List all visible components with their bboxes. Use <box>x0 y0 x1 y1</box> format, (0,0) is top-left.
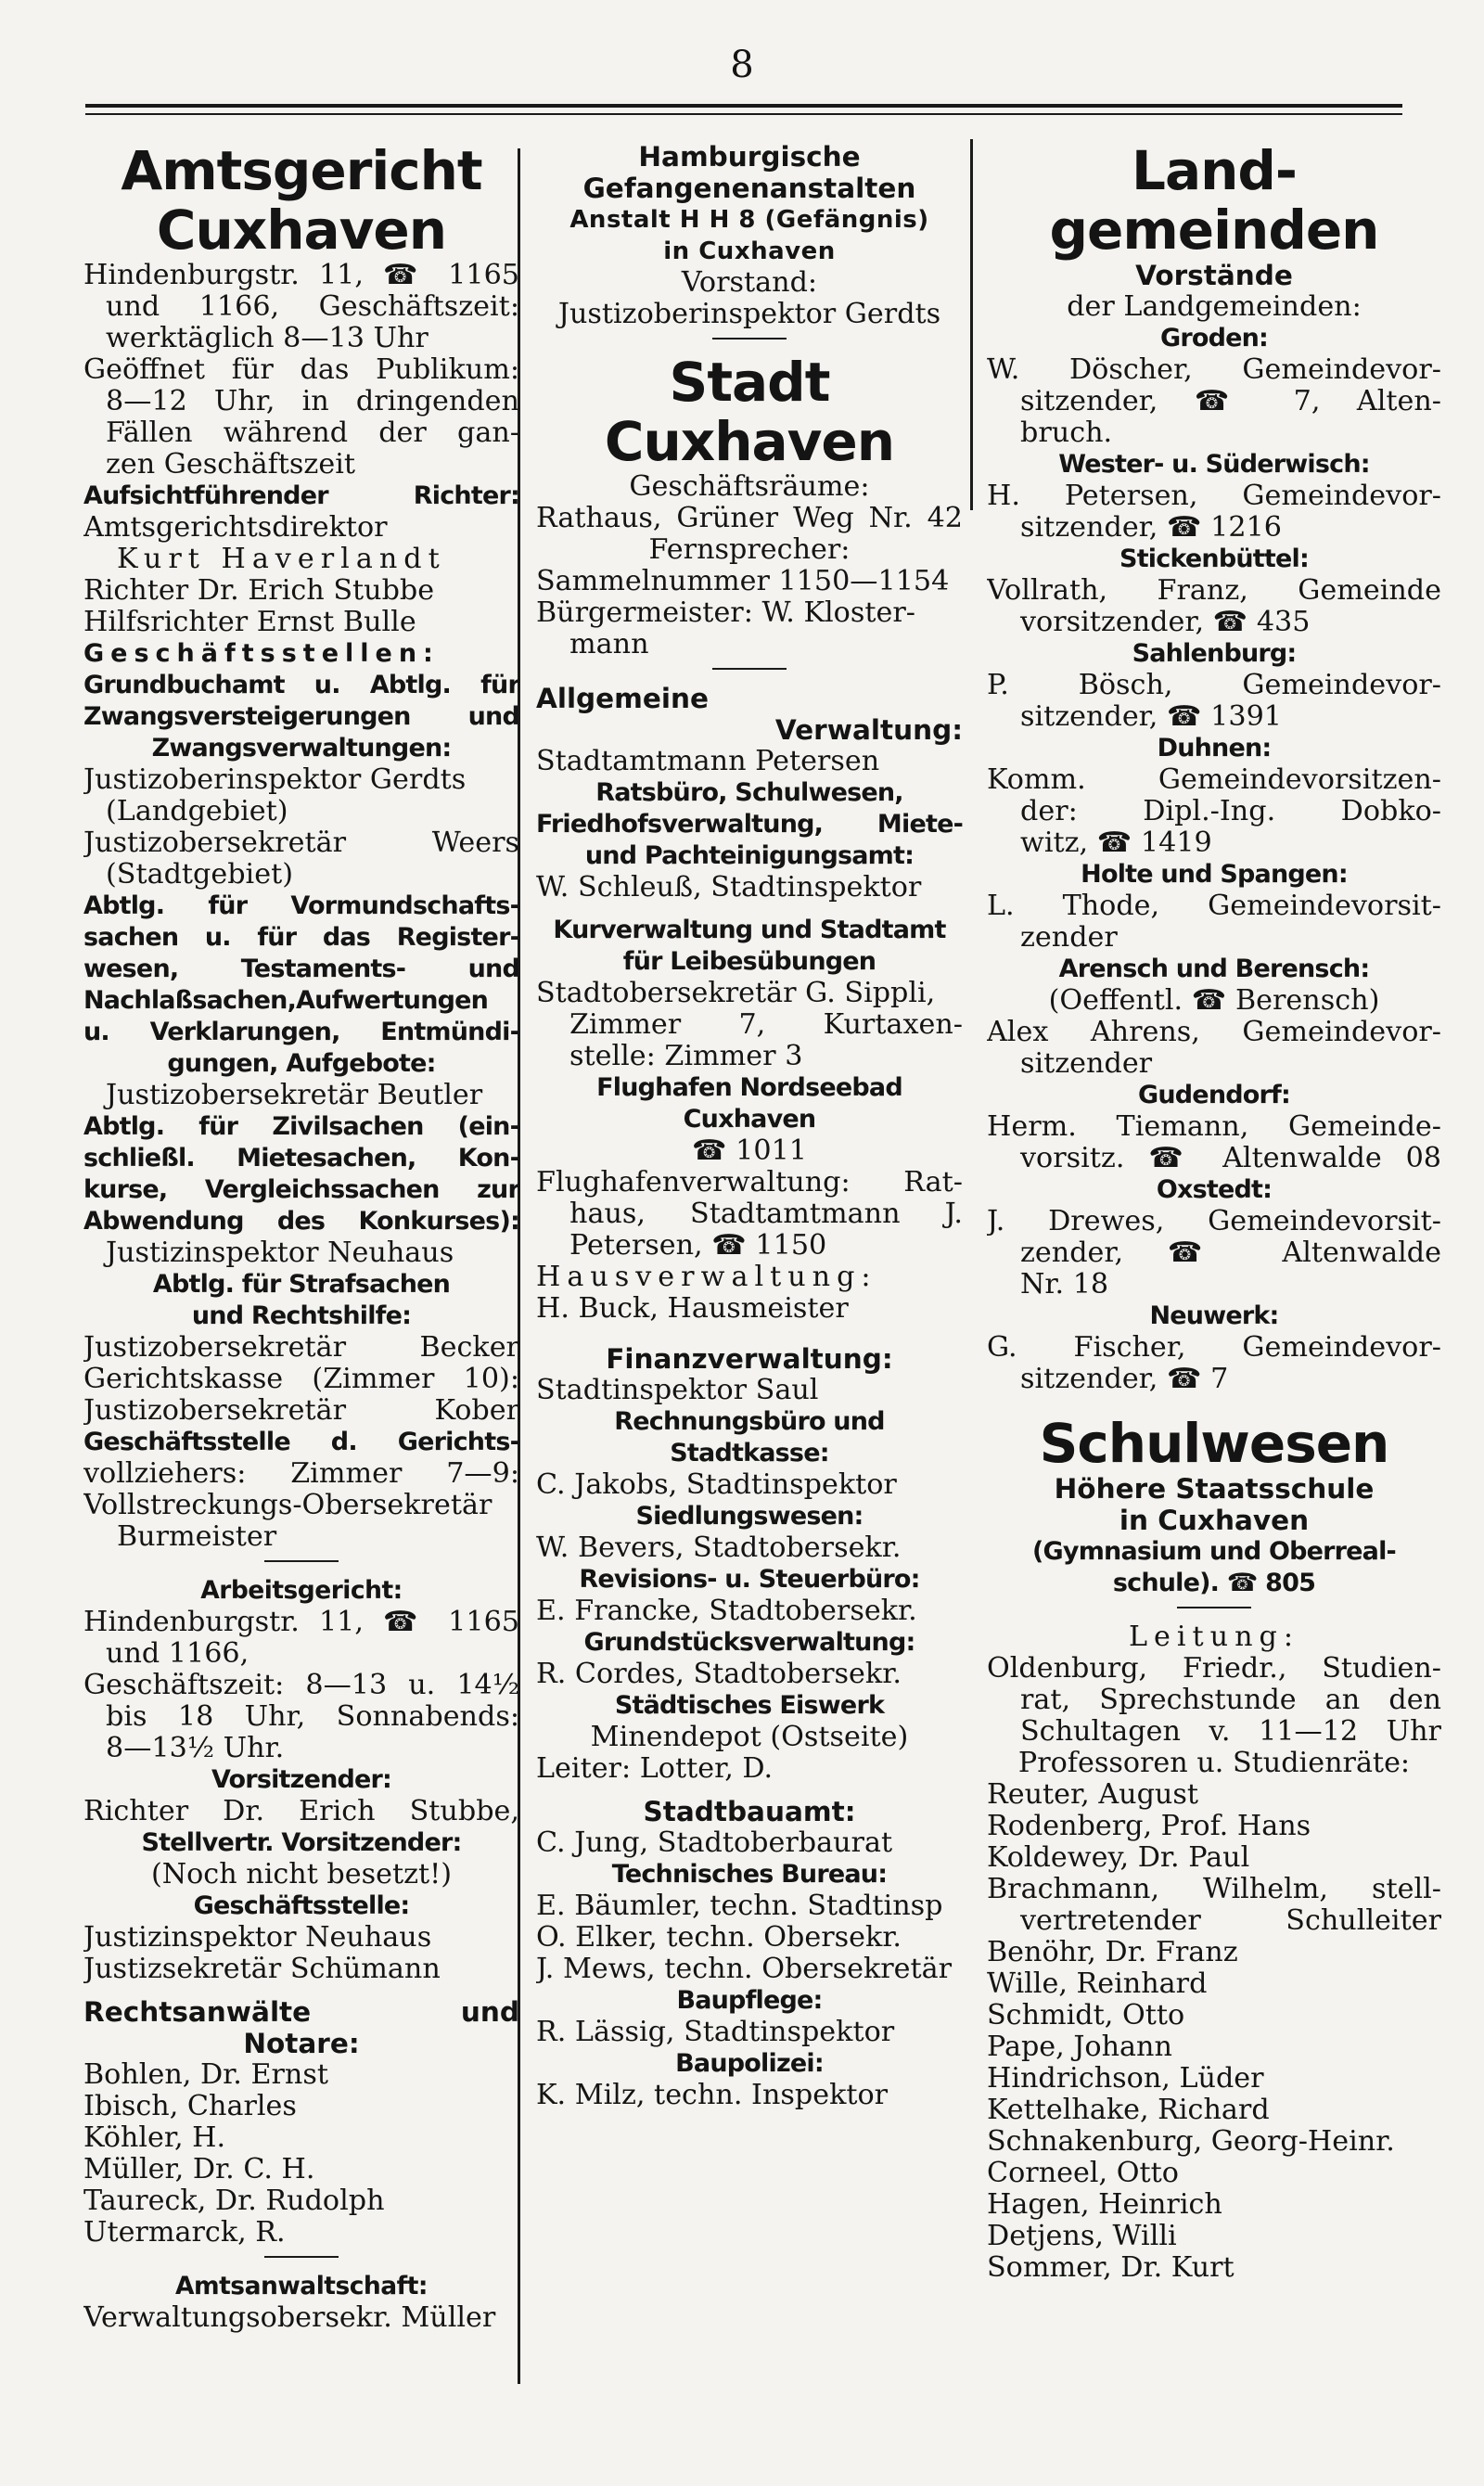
section-title: Amtsgericht <box>121 141 482 202</box>
section-title: gemeinden <box>1049 199 1379 262</box>
text-line: (Noch nicht besetzt!) <box>150 1858 453 1890</box>
text-line: (Landgebiet) <box>106 795 288 827</box>
text-line: Brachmann, Wilhelm, stell- <box>987 1873 1441 1905</box>
subheading-line: Anstalt H H 8 (Gefängnis) <box>569 206 929 234</box>
text-line: vorsitz. ☎ Altenwalde 08 <box>1020 1142 1441 1174</box>
text-line: Vorstand: <box>681 266 818 299</box>
text-line: vorsitzender, ☎ 435 <box>1020 606 1311 638</box>
subheading-line: Groden: <box>1159 324 1269 352</box>
text-line: Geschäftszeit: 8—13 u. 14½ <box>83 1669 519 1701</box>
section-heading: Hamburgische <box>638 141 861 173</box>
text-line: R. Cordes, Stadtobersekr. <box>536 1658 902 1690</box>
subheading-line: Ratsbüro, Schulwesen, <box>595 778 903 807</box>
text-line: Fällen während der gan- <box>106 416 519 449</box>
subheading-line: Baupolizei: <box>675 2049 824 2078</box>
subheading-line: Geschäftsstelle d. Gerichts- <box>83 1428 519 1456</box>
text-line: Koldewey, Dr. Paul <box>987 1841 1250 1874</box>
text-line: Fernsprecher: <box>648 533 851 566</box>
subheading-line: und Rechtshilfe: <box>191 1301 412 1330</box>
text-line: Justizinspektor Neuhaus <box>106 1237 454 1269</box>
subheading-line: Stellvertr. Vorsitzender: <box>141 1828 462 1857</box>
text-line: Justizobersekretär Beutler <box>106 1079 483 1111</box>
text-line: stelle: Zimmer 3 <box>569 1040 803 1072</box>
text-line: Taureck, Dr. Rudolph <box>83 2185 385 2217</box>
spacer <box>536 903 963 915</box>
section-heading: Vorstände <box>1135 260 1293 291</box>
text-line: vollziehers: Zimmer 7—9: <box>83 1457 519 1490</box>
subheading-line: Cuxhaven <box>683 1105 816 1134</box>
text-line: H. Buck, Hausmeister <box>536 1292 849 1325</box>
text-line: E. Francke, Stadtobersekr. <box>536 1595 917 1627</box>
separator-rule <box>712 338 787 340</box>
text-line: und 1166, Geschäftszeit: <box>106 290 519 323</box>
section-title: Schulwesen <box>1039 1412 1389 1475</box>
subheading-line: gungen, Aufgebote: <box>167 1049 436 1078</box>
text-line: L. Thode, Gemeindevorsit- <box>987 890 1441 922</box>
text-line: Hagen, Heinrich <box>987 2188 1222 2221</box>
text-line: Detjens, Willi <box>987 2220 1177 2252</box>
subheading-line: (Gymnasium und Oberreal- <box>1032 1537 1396 1566</box>
text-line: Flughafenverwaltung: Rat- <box>536 1166 963 1198</box>
text-line: Hausverwaltung: <box>536 1261 877 1293</box>
text-line: Justizoberinspektor Gerdts <box>557 298 941 330</box>
text-line: Verwaltungsobersekr. Müller <box>83 2301 496 2334</box>
section-title: Cuxhaven <box>604 410 895 473</box>
column-divider-right <box>970 139 973 510</box>
subheading-line: Abwendung des Konkurses): <box>83 1207 519 1236</box>
text-line: W. Schleuß, Stadtinspektor <box>536 871 922 903</box>
section-heading: in Cuxhaven <box>1119 1505 1310 1536</box>
text-line: bruch. <box>1020 416 1113 449</box>
separator-rule <box>1177 1607 1251 1608</box>
text-line: Schultagen v. 11—12 Uhr <box>1020 1715 1441 1748</box>
text-line: haus, Stadtamtmann J. <box>569 1198 963 1230</box>
text-line: Corneel, Otto <box>987 2157 1179 2189</box>
text-line: Schmidt, Otto <box>987 1999 1185 2031</box>
header-rule-thick <box>85 104 1402 108</box>
subheading-line: Aufsichtführender Richter: <box>83 481 519 510</box>
text-line: Köhler, H. <box>83 2121 226 2154</box>
text-line: W. Döscher, Gemeindevor- <box>987 353 1441 386</box>
text-line: Schnakenburg, Georg-Heinr. <box>987 2125 1395 2158</box>
subheading-line: Nachlaßsachen,Aufwertungen <box>83 986 489 1015</box>
column-landgemeinden <box>987 141 1441 2386</box>
section-title: Stadt <box>669 351 830 414</box>
subheading-line: Sahlenburg: <box>1132 639 1297 668</box>
subheading-line: Abtlg. für Zivilsachen (ein- <box>83 1112 519 1141</box>
text-line: G. Fischer, Gemeindevor- <box>987 1331 1441 1364</box>
section-heading: Verwaltung: <box>774 714 963 746</box>
text-line: Rodenberg, Prof. Hans <box>987 1810 1311 1842</box>
spacer <box>83 1985 519 1996</box>
text-line: zen Geschäftszeit <box>106 448 355 481</box>
subheading-line: Zwangsverwaltungen: <box>151 734 452 762</box>
text-line: bis 18 Uhr, Sonnabends: <box>106 1700 519 1733</box>
text-line: 8—12 Uhr, in dringenden <box>106 385 519 417</box>
text-line: (Oeffentl. ☎ Berensch) <box>1048 984 1380 1017</box>
text-line: Hilfsrichter Ernst Bulle <box>83 606 416 638</box>
text-line: Richter Dr. Erich Stubbe, <box>83 1795 519 1827</box>
subheading-line: Abtlg. für Strafsachen <box>152 1270 451 1299</box>
text-line: O. Elker, techn. Obersekr. <box>536 1921 902 1954</box>
subheading-line: Zwangsversteigerungen und <box>83 702 519 731</box>
subheading-line: Vorsitzender: <box>211 1765 392 1794</box>
text-line: Bürgermeister: W. Kloster- <box>536 596 915 629</box>
subheading-line: Gudendorf: <box>1138 1081 1290 1109</box>
section-heading: Allgemeine <box>536 683 710 714</box>
section-heading: Amtsanwaltschaft: <box>175 2272 428 2300</box>
text-line: Hindenburgstr. 11, ☎ 1165 <box>83 259 519 291</box>
text-line: Reuter, August <box>987 1778 1198 1811</box>
subheading-line: Kurverwaltung und Stadtamt <box>553 916 946 944</box>
text-line: Hindrichson, Lüder <box>987 2062 1264 2095</box>
text-line: Stadtamtmann Petersen <box>536 745 880 777</box>
text-line: Justizinspektor Neuhaus <box>83 1921 432 1954</box>
text-line: sitzender, ☎ 7, Alten- <box>1020 385 1441 417</box>
subheading-line: Stadtkasse: <box>670 1439 829 1467</box>
subheading-line: Arensch und Berensch: <box>1058 955 1370 983</box>
page-number: 8 <box>730 44 754 86</box>
text-line: Leiter: Lotter, D. <box>536 1752 774 1785</box>
text-line: Justizobersekretär Weers <box>83 827 519 859</box>
header-rule-thin <box>85 113 1402 115</box>
text-line: sitzender <box>1020 1047 1153 1080</box>
text-line: sitzender, ☎ 1216 <box>1020 511 1283 544</box>
subheading-line: Technisches Bureau: <box>611 1860 888 1889</box>
text-line: Gerichtskasse (Zimmer 10): <box>83 1363 519 1395</box>
text-line: Kurt Haverlandt <box>117 543 446 575</box>
text-line: (Stadtgebiet) <box>106 858 293 891</box>
text-line: Minendepot (Ostseite) <box>590 1721 909 1753</box>
text-line: C. Jakobs, Stadtinspektor <box>536 1468 897 1501</box>
text-line: sitzender, ☎ 7 <box>1020 1363 1229 1395</box>
text-line: Komm. Gemeindevorsitzen- <box>987 763 1441 796</box>
text-line: mann <box>569 628 649 660</box>
subheading-line: Stickenbüttel: <box>1119 545 1309 573</box>
subheading-line: Abtlg. für Vormundschafts- <box>83 891 519 920</box>
text-line: Rathaus, Grüner Weg Nr. 42 <box>536 502 963 534</box>
text-line: Justizsekretär Schümann <box>83 1953 441 1985</box>
text-line: Herm. Tiemann, Gemeinde- <box>987 1110 1441 1143</box>
subheading-line: Geschäftsstelle: <box>193 1891 410 1920</box>
subheading-line: Baupflege: <box>676 1986 823 2015</box>
subheading-line: kurse, Vergleichssachen zur <box>83 1175 519 1204</box>
text-line: Kettelhake, Richard <box>987 2094 1270 2126</box>
section-heading: Höhere Staatsschule <box>1054 1473 1375 1505</box>
subheading-line: Siedlungswesen: <box>635 1502 864 1531</box>
section-heading: Notare: <box>243 2028 360 2059</box>
text-line: Benöhr, Dr. Franz <box>987 1936 1238 1968</box>
text-line: 8—13½ Uhr. <box>106 1732 285 1764</box>
text-line: Justizobersekretär Kober <box>83 1394 519 1427</box>
text-line: Ibisch, Charles <box>83 2090 297 2122</box>
section-heading: Stadtbauamt: <box>643 1796 856 1827</box>
text-line: witz, ☎ 1419 <box>1020 827 1212 859</box>
text-line: ☎ 1011 <box>691 1134 808 1167</box>
text-line: vertretender Schulleiter <box>1020 1904 1441 1937</box>
spacer <box>536 1325 963 1343</box>
text-line: Stadtinspektor Saul <box>536 1374 819 1406</box>
text-line: Richter Dr. Erich Stubbe <box>83 574 435 607</box>
text-line: Müller, Dr. C. H. <box>83 2153 315 2185</box>
text-line: Bohlen, Dr. Ernst <box>83 2058 328 2091</box>
text-line: P. Bösch, Gemeindevor- <box>987 669 1441 701</box>
text-line: Vollrath, Franz, Gemeinde <box>987 574 1441 607</box>
separator-rule <box>264 2256 339 2258</box>
subheading-line: Rechnungsbüro und <box>614 1407 885 1436</box>
text-line: Wille, Reinhard <box>987 1967 1208 2000</box>
column-amtsgericht <box>83 141 519 2386</box>
text-line: Alex Ahrens, Gemeindevor- <box>987 1016 1441 1048</box>
text-line: J. Mews, techn. Obersekretär <box>536 1953 953 1985</box>
section-heading: Rechtsanwälte und <box>83 1996 519 2028</box>
text-line: Geschäftsräume: <box>629 470 870 503</box>
text-line: der: Dipl.-Ing. Dobko- <box>1020 795 1441 827</box>
text-line: Oldenburg, Friedr., Studien- <box>987 1652 1441 1685</box>
section-heading: Gefangenenanstalten <box>582 173 916 204</box>
text-line: Hindenburgstr. 11, ☎ 1165 <box>83 1606 519 1638</box>
separator-rule <box>712 668 787 670</box>
text-line: Justizoberinspektor Gerdts <box>83 763 467 796</box>
text-line: Leitung: <box>1128 1621 1300 1653</box>
subheading-line: und Pachteinigungsamt: <box>584 841 915 870</box>
section-heading: Finanzverwaltung: <box>606 1343 893 1375</box>
subheading-line: u. Verklarungen, Entmündi- <box>83 1018 519 1046</box>
subheading-line: Flughafen Nordseebad <box>596 1073 902 1102</box>
subheading-line: Friedhofsverwaltung, Miete- <box>536 810 963 839</box>
subheading-line: Duhnen: <box>1157 734 1272 762</box>
text-line: der Landgemeinden: <box>1067 290 1362 323</box>
subheading-line: Grundstücksverwaltung: <box>583 1628 915 1657</box>
text-line: Geöffnet für das Publikum: <box>83 353 519 386</box>
text-line: zender, ☎ Altenwalde <box>1020 1237 1441 1269</box>
text-line: Burmeister <box>117 1520 277 1553</box>
text-line: Amtsgerichtsdirektor <box>83 511 388 544</box>
text-line: Justizobersekretär Becker <box>83 1331 519 1364</box>
column-stadt-cuxhaven <box>536 141 963 2386</box>
text-line: Professoren u. Studienräte: <box>1017 1747 1411 1779</box>
subheading-line: wesen, Testaments- und <box>83 955 519 983</box>
subheading-line: Grundbuchamt u. Abtlg. für <box>83 671 519 699</box>
text-line: sitzender, ☎ 1391 <box>1020 700 1283 733</box>
text-line: zender <box>1020 921 1118 954</box>
text-line: K. Milz, techn. Inspektor <box>536 2079 889 2111</box>
text-line: Stadtobersekretär G. Sippli, <box>536 977 936 1009</box>
section-heading: Arbeitsgericht: <box>200 1576 403 1605</box>
text-line: werktäglich 8—13 Uhr <box>106 322 429 354</box>
text-line: C. Jung, Stadtoberbaurat <box>536 1826 893 1859</box>
spacer <box>987 1395 1441 1414</box>
subheading-line: schule). ☎ 805 <box>1112 1569 1316 1597</box>
text-line: Sommer, Dr. Kurt <box>987 2251 1235 2284</box>
subheading-line: sachen u. für das Register- <box>83 923 519 952</box>
text-line: Pape, Johann <box>987 2031 1172 2063</box>
text-line: Utermarck, R. <box>83 2216 286 2249</box>
separator-rule <box>264 1560 339 1562</box>
subheading-line: Wester- u. Süderwisch: <box>1058 450 1370 479</box>
text-line: Petersen, ☎ 1150 <box>569 1229 827 1262</box>
text-line: Nr. 18 <box>1020 1268 1109 1301</box>
text-line: und 1166, <box>106 1637 249 1670</box>
text-line: Zimmer 7, Kurtaxen- <box>569 1008 963 1041</box>
subheading-line: Holte und Spangen: <box>1081 860 1348 889</box>
text-line: Sammelnummer 1150—1154 <box>536 565 950 597</box>
subheading-line: Neuwerk: <box>1149 1301 1279 1330</box>
text-line: J. Drewes, Gemeindevorsit- <box>987 1205 1441 1237</box>
text-line: Vollstreckungs-Obersekretär <box>83 1489 493 1521</box>
subheading-line: schließl. Mietesachen, Kon- <box>83 1144 519 1173</box>
text-line: R. Lässig, Stadtinspektor <box>536 2016 895 2048</box>
subheading-line: in Cuxhaven <box>663 237 836 265</box>
subheading-line: Geschäftsstellen: <box>83 639 440 668</box>
section-title: Land- <box>1132 141 1297 202</box>
text-line: W. Bevers, Stadtobersekr. <box>536 1531 902 1564</box>
text-line: E. Bäumler, techn. Stadtinsp <box>536 1890 943 1922</box>
section-title: Cuxhaven <box>156 199 447 262</box>
text-line: H. Petersen, Gemeindevor- <box>987 480 1441 512</box>
spacer <box>536 1785 963 1796</box>
subheading-line: für Leibesübungen <box>622 947 876 976</box>
subheading-line: Revisions- u. Steuerbüro: <box>579 1565 920 1594</box>
text-line: rat, Sprechstunde an den <box>1020 1684 1441 1716</box>
subheading-line: Städtisches Eiswerk <box>614 1691 885 1720</box>
subheading-line: Oxstedt: <box>1156 1175 1273 1204</box>
